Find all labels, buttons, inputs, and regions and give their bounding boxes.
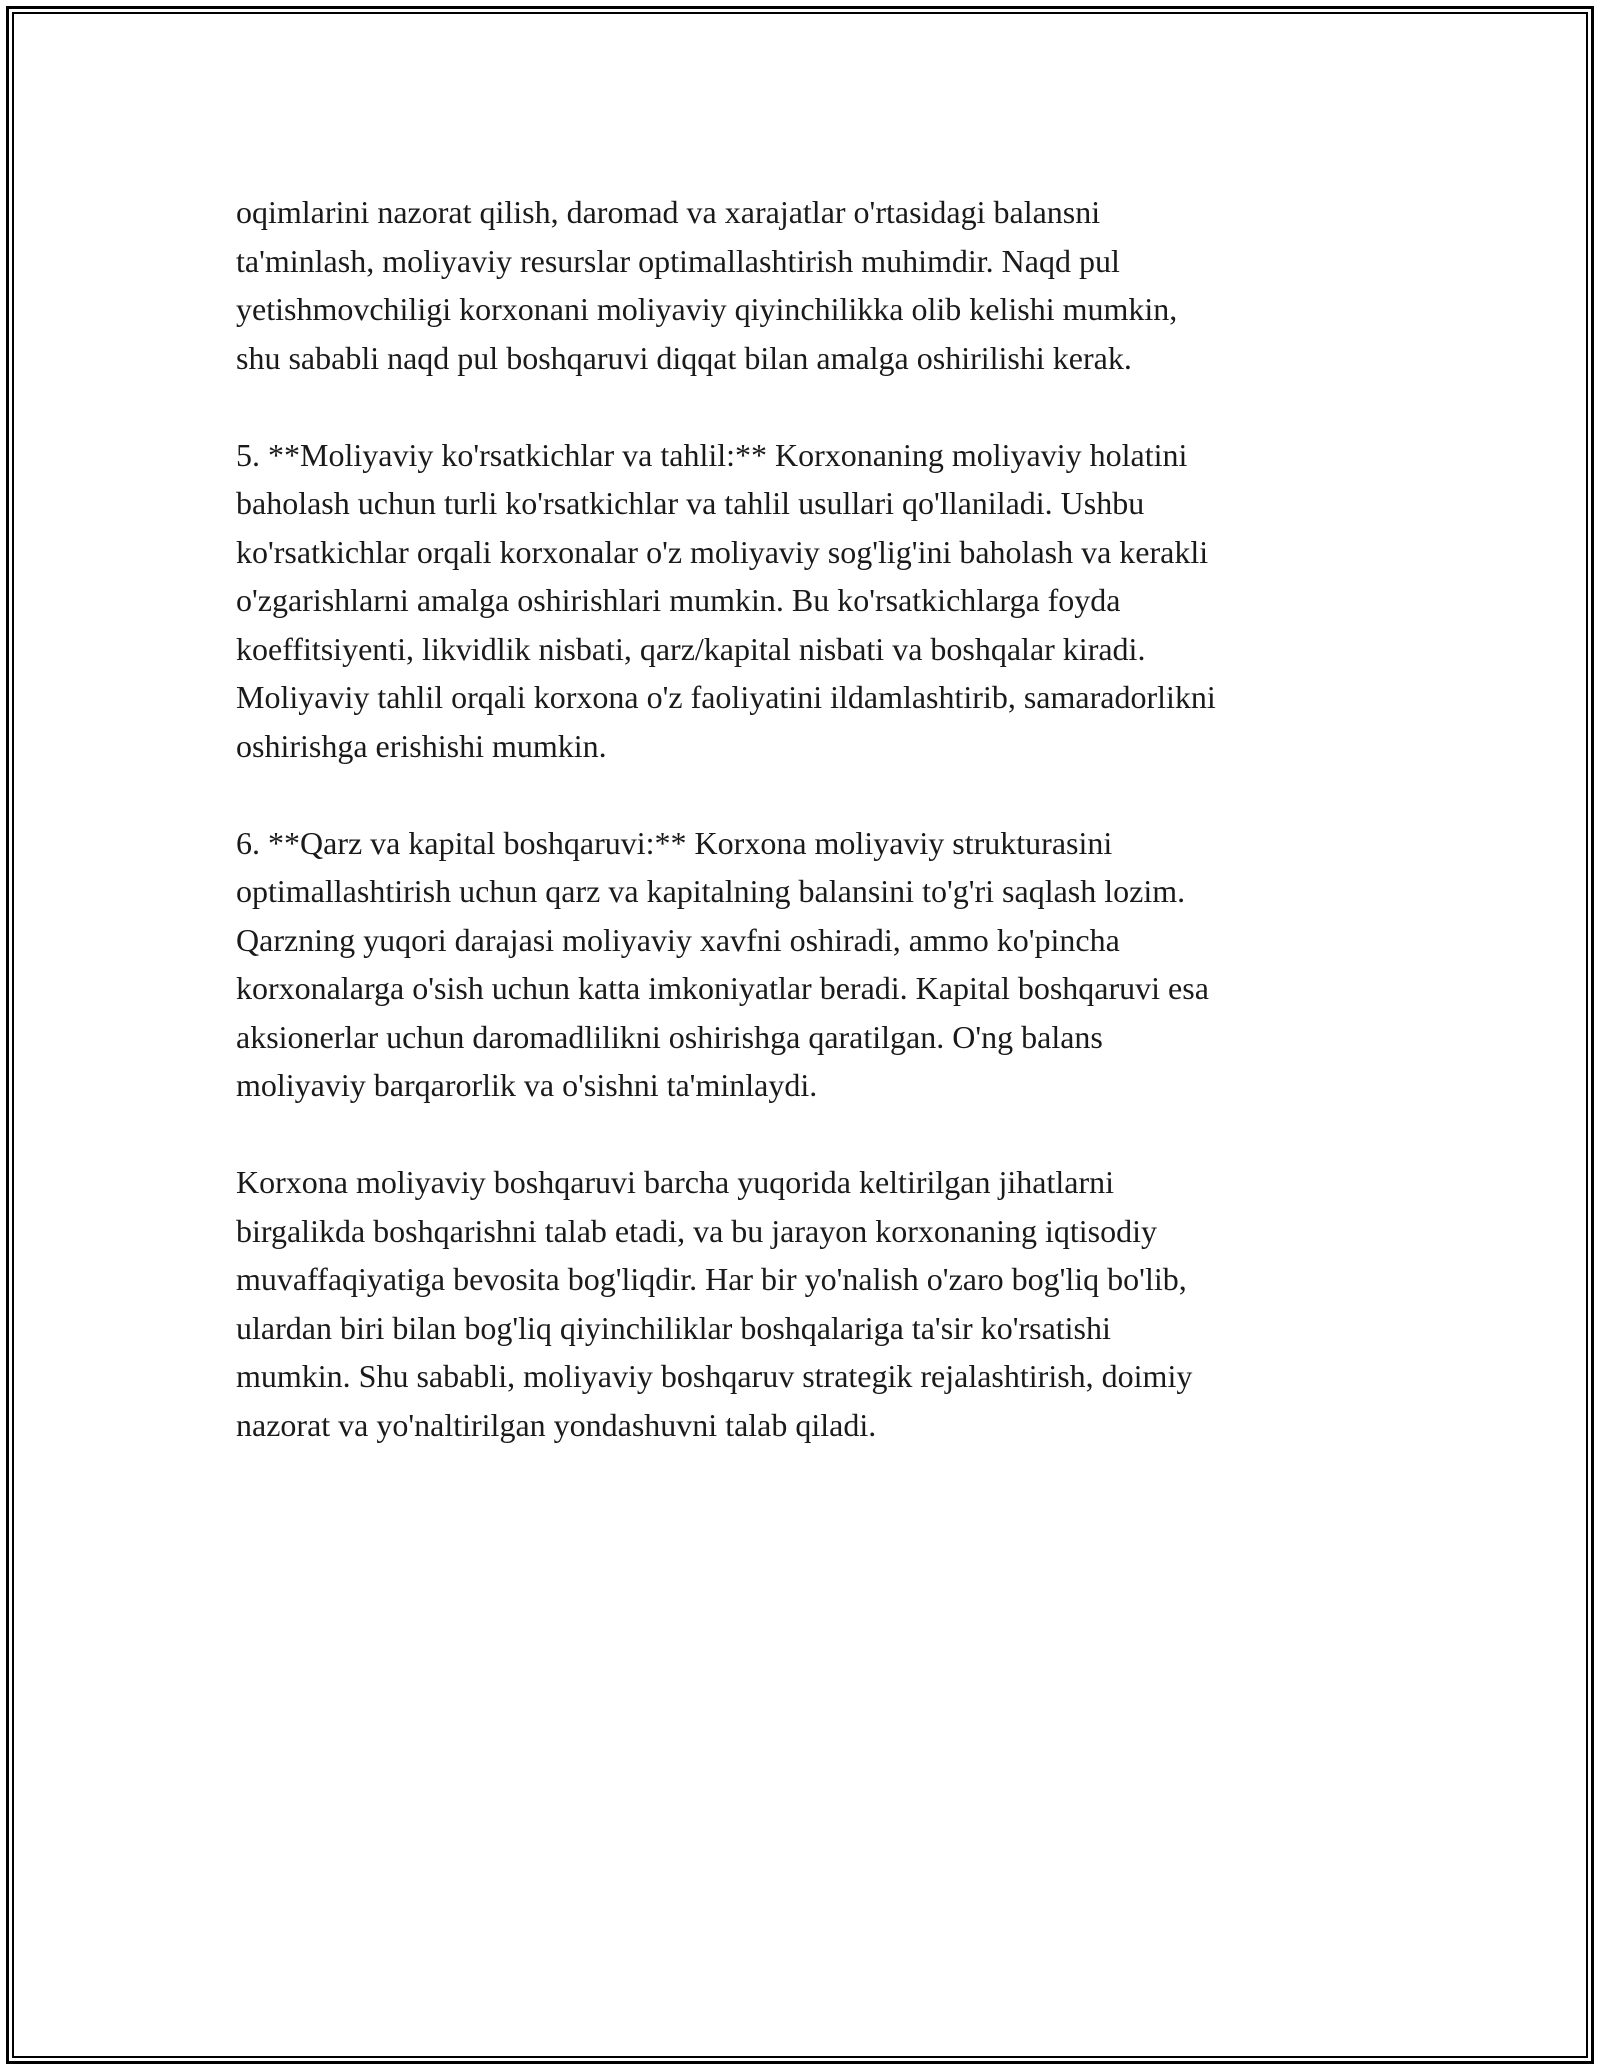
- text-line: korxonalarga o'sish uchun katta imkoniyatlar beradi. Kapital boshqaruvi esa: [236, 970, 1209, 1006]
- text-line: mumkin. Shu sababli, moliyaviy boshqaruv strategik rejalashtirish, doimiy: [236, 1358, 1193, 1394]
- paragraph-debt-capital-management: [236, 819, 1366, 1110]
- text-line: birgalikda boshqarishni talab etadi, va bu jarayon korxonaning iqtisodiy: [236, 1212, 1157, 1249]
- text-line: o'zgarishlarni amalga oshirishlari mumkin. Bu ko'rsatkichlarga foyda: [236, 582, 1121, 618]
- text-line: 5. **Moliyaviy ko'rsatkichlar va tahlil:** Korxonaning moliyaviy holatini: [236, 436, 1188, 473]
- text-line: ulardan biri bilan bog'liq qiyinchiliklar boshqalariga ta'sir ko'rsatishi: [236, 1309, 1111, 1346]
- paragraph-conclusion: [236, 1158, 1366, 1449]
- text-line: yetishmovchiligi korxonani moliyaviy qiyinchilikka olib kelishi mumkin,: [236, 291, 1178, 327]
- text-line: ko'rsatkichlar orqali korxonalar o'z moliyaviy sog'lig'ini baholash va kerakli: [236, 533, 1209, 570]
- text-line: oqimlarini nazorat qilish, daromad va xarajatlar o'rtasidagi balansni: [236, 194, 1101, 230]
- text-line: nazorat va yo'naltirilgan yondashuvni talab qiladi.: [236, 1406, 877, 1443]
- text-line: Korxona moliyaviy boshqaruvi barcha yuqorida keltirilgan jihatlarni: [236, 1164, 1114, 1200]
- text-line: 6. **Qarz va kapital boshqaruvi:** Korxona moliyaviy strukturasini: [236, 824, 1113, 861]
- text-line: optimallashtirish uchun qarz va kapitalning balansini to'g'ri saqlash lozim.: [236, 873, 1186, 909]
- text-line: ta'minlash, moliyaviy resurslar optimallashtirish muhimdir. Naqd pul: [236, 242, 1120, 279]
- text-line: koeffitsiyenti, likvidlik nisbati, qarz/kapital nisbati va boshqalar kiradi.: [236, 630, 1146, 667]
- paragraph-cash-flow-continuation: [236, 188, 1366, 382]
- text-line: aksionerlar uchun daromadlilikni oshirishga qaratilgan. O'ng balans: [236, 1018, 1103, 1055]
- text-line: oshirishga erishishi mumkin.: [236, 727, 607, 764]
- text-line: moliyaviy barqarorlik va o'sishni ta'minlaydi.: [236, 1067, 818, 1103]
- document-body: [236, 188, 1366, 1498]
- text-line: muvaffaqiyatiga bevosita bog'liqdir. Har bir yo'nalish o'zaro bog'liq bo'lib,: [236, 1261, 1187, 1297]
- text-line: shu sababli naqd pul boshqaruvi diqqat bilan amalga oshirilishi kerak.: [236, 339, 1132, 376]
- text-line: Qarzning yuqori darajasi moliyaviy xavfni oshiradi, ammo ko'pincha: [236, 921, 1120, 958]
- paragraph-financial-indicators: [236, 431, 1366, 771]
- text-line: Moliyaviy tahlil orqali korxona o'z faoliyatini ildamlashtirib, samaradorlikni: [236, 679, 1216, 715]
- text-line: baholash uchun turli ko'rsatkichlar va tahlil usullari qo'llaniladi. Ushbu: [236, 485, 1145, 521]
